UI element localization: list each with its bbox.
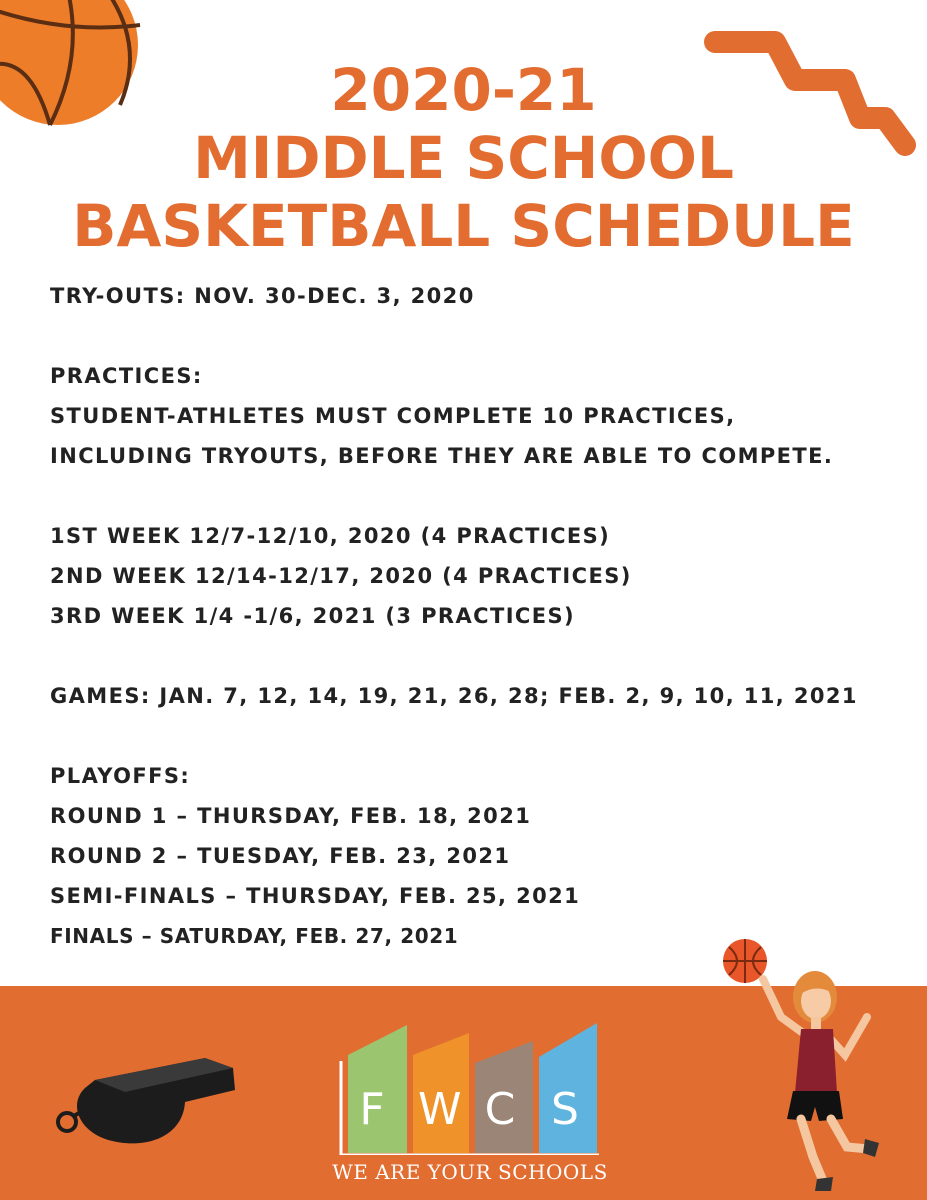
playoffs-heading: PLAYOFFS: — [50, 764, 191, 788]
tryouts-line: TRY-OUTS: NOV. 30-DEC. 3, 2020 — [50, 284, 475, 308]
title-line-basketball-schedule: BASKETBALL SCHEDULE — [72, 192, 855, 260]
practice-week-3: 3RD WEEK 1/4 -1/6, 2021 (3 PRACTICES) — [50, 604, 575, 628]
playoff-round-1: ROUND 1 – THURSDAY, FEB. 18, 2021 — [50, 804, 532, 828]
spacer — [50, 316, 910, 356]
logo-letter-w: W — [418, 1084, 462, 1135]
spacer — [50, 476, 910, 516]
practice-week-2: 2ND WEEK 12/14-12/17, 2020 (4 PRACTICES) — [50, 564, 632, 588]
schedule-body — [50, 276, 910, 956]
games-line: GAMES: JAN. 7, 12, 14, 19, 21, 26, 28; FEB. 2, 9, 10, 11, 2021 — [50, 684, 858, 708]
practices-heading: PRACTICES: — [50, 364, 203, 388]
title-line-year: 2020-21 — [330, 56, 597, 124]
title-line-middle-school: MIDDLE SCHOOL — [193, 124, 734, 192]
basketball-player-illustration — [715, 935, 895, 1195]
logo-letter-f: F — [359, 1084, 385, 1135]
spacer — [50, 716, 910, 756]
practice-week-1: 1ST WEEK 12/7-12/10, 2020 (4 PRACTICES) — [50, 524, 611, 548]
logo-letter-c: C — [484, 1084, 516, 1135]
logo-tagline: WE ARE YOUR SCHOOLS — [332, 1160, 608, 1184]
spacer — [50, 636, 910, 676]
practices-note-1: STUDENT-ATHLETES MUST COMPLETE 10 PRACTICES, — [50, 404, 736, 428]
practices-note-2: INCLUDING TRYOUTS, BEFORE THEY ARE ABLE TO COMPETE. — [50, 444, 834, 468]
logo-letter-s: S — [551, 1084, 579, 1135]
whistle-icon — [55, 1050, 240, 1150]
playoff-round-2: ROUND 2 – TUESDAY, FEB. 23, 2021 — [50, 844, 511, 868]
playoff-finals: FINALS – SATURDAY, FEB. 27, 2021 — [50, 924, 459, 948]
playoff-semi-finals: SEMI-FINALS – THURSDAY, FEB. 25, 2021 — [50, 884, 581, 908]
